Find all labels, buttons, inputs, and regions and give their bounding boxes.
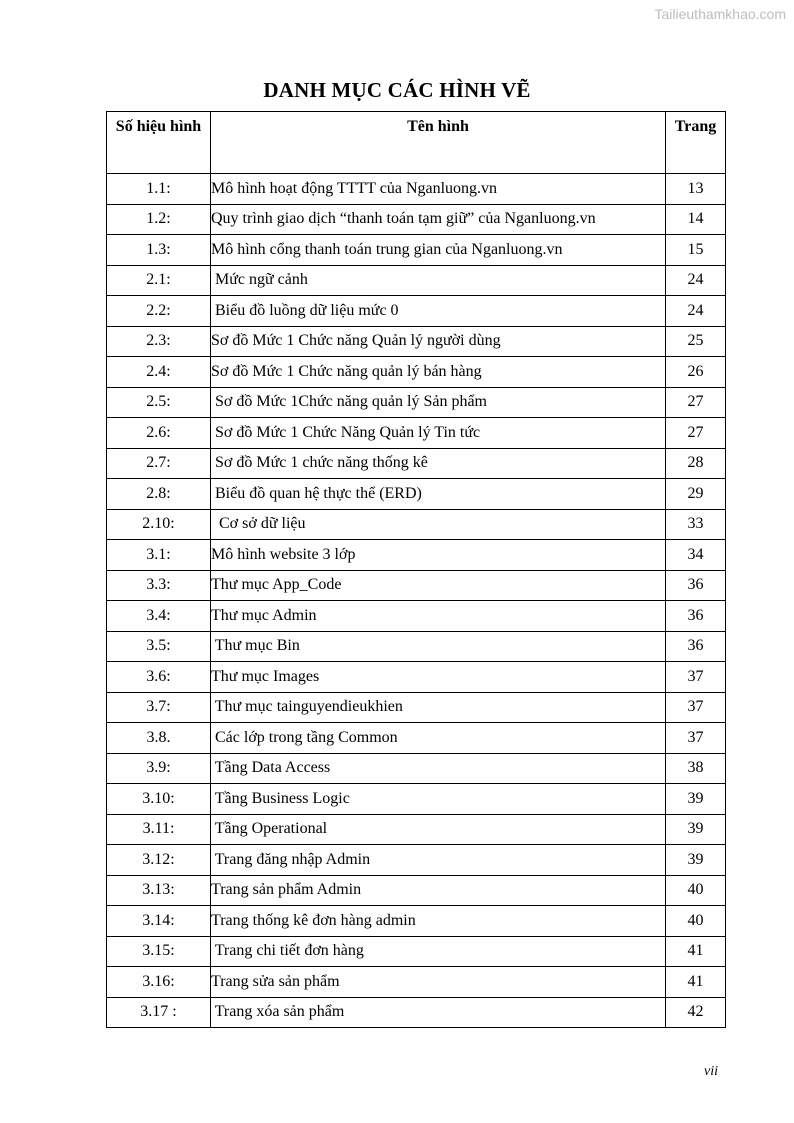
figure-number-cell: 3.11: [107,814,211,845]
figure-name-cell: Thư mục tainguyendieukhien [211,692,666,723]
figure-name-cell: Trang xóa sản phẩm [211,997,666,1028]
watermark: Tailieuthamkhao.com [654,6,786,22]
figure-number-cell: 3.6: [107,662,211,693]
table-row [107,448,726,479]
figure-page-cell: 15 [666,235,726,266]
figure-page-cell: 39 [666,845,726,876]
figure-name-cell: Mức ngữ cảnh [211,265,666,296]
figure-number-cell: 2.3: [107,326,211,357]
figure-number-cell: 3.4: [107,601,211,632]
figure-page-cell: 25 [666,326,726,357]
figure-number-cell: 1.2: [107,204,211,235]
figure-name-cell: Trang sản phẩm Admin [211,875,666,906]
table-row [107,845,726,876]
figure-page-cell: 36 [666,570,726,601]
table-row [107,997,726,1028]
header-name: Tên hình [211,112,666,174]
figure-page-cell: 24 [666,265,726,296]
figure-name-cell: Trang chi tiết đơn hàng [211,936,666,967]
page-number: vii [704,1064,718,1079]
figure-name-cell: Mô hình website 3 lớp [211,540,666,571]
table-row [107,479,726,510]
table-body [107,174,726,1028]
figure-name-cell: Sơ đồ Mức 1Chức năng quản lý Sản phẩm [211,387,666,418]
table-row [107,326,726,357]
table-row [107,601,726,632]
table-row [107,967,726,998]
figure-name-cell: Sơ đồ Mức 1 chức năng thống kê [211,448,666,479]
table-row [107,906,726,937]
figure-name-cell: Thư mục Admin [211,601,666,632]
header-page: Trang [666,112,726,174]
figure-number-cell: 3.7: [107,692,211,723]
figure-number-cell: 3.15: [107,936,211,967]
figure-page-cell: 36 [666,631,726,662]
figure-page-cell: 37 [666,662,726,693]
figure-name-cell: Tầng Operational [211,814,666,845]
figure-name-cell: Mô hình cổng thanh toán trung gian của Nganluong.vn [211,235,666,266]
figure-name-cell: Tầng Business Logic [211,784,666,815]
figure-number-cell: 2.1: [107,265,211,296]
figure-page-cell: 40 [666,875,726,906]
table-row [107,174,726,205]
table-row [107,570,726,601]
figure-name-cell: Biểu đồ luồng dữ liệu mức 0 [211,296,666,327]
figure-number-cell: 3.9: [107,753,211,784]
table-header-row [107,112,726,174]
figure-number-cell: 1.3: [107,235,211,266]
table-row [107,631,726,662]
figure-name-cell: Sơ đồ Mức 1 Chức Năng Quản lý Tin tức [211,418,666,449]
figure-page-cell: 28 [666,448,726,479]
figure-number-cell: 2.10: [107,509,211,540]
figure-number-cell: 3.17 : [107,997,211,1028]
table-row [107,509,726,540]
figure-number-cell: 2.5: [107,387,211,418]
table-row [107,540,726,571]
figure-name-cell: Sơ đồ Mức 1 Chức năng Quản lý người dùng [211,326,666,357]
figure-number-cell: 3.14: [107,906,211,937]
figure-page-cell: 37 [666,723,726,754]
figure-page-cell: 27 [666,418,726,449]
figure-page-cell: 39 [666,814,726,845]
figure-page-cell: 24 [666,296,726,327]
figure-name-cell: Tầng Data Access [211,753,666,784]
page-title: DANH MỤC CÁC HÌNH VẼ [263,78,531,102]
figure-number-cell: 3.5: [107,631,211,662]
figure-number-cell: 3.12: [107,845,211,876]
figure-number-cell: 1.1: [107,174,211,205]
table-row [107,723,726,754]
figure-number-cell: 2.2: [107,296,211,327]
figure-page-cell: 26 [666,357,726,388]
figure-number-cell: 3.1: [107,540,211,571]
figure-name-cell: Thư mục Images [211,662,666,693]
table-row [107,296,726,327]
figure-number-cell: 3.8. [107,723,211,754]
figure-number-cell: 3.13: [107,875,211,906]
figure-page-cell: 41 [666,936,726,967]
table-row [107,357,726,388]
table-row [107,936,726,967]
figure-name-cell: Trang đăng nhập Admin [211,845,666,876]
figure-number-cell: 3.3: [107,570,211,601]
table-row [107,662,726,693]
figure-name-cell: Các lớp trong tầng Common [211,723,666,754]
figure-name-cell: Sơ đồ Mức 1 Chức năng quản lý bán hàng [211,357,666,388]
figure-number-cell: 2.7: [107,448,211,479]
figure-page-cell: 40 [666,906,726,937]
figure-page-cell: 41 [666,967,726,998]
figure-name-cell: Mô hình hoạt động TTTT của Nganluong.vn [211,174,666,205]
figure-page-cell: 27 [666,387,726,418]
table-row [107,814,726,845]
figure-number-cell: 2.4: [107,357,211,388]
figure-page-cell: 39 [666,784,726,815]
table-row [107,387,726,418]
figure-page-cell: 29 [666,479,726,510]
figure-name-cell: Thư mục Bin [211,631,666,662]
figure-number-cell: 3.16: [107,967,211,998]
figure-page-cell: 13 [666,174,726,205]
figure-page-cell: 14 [666,204,726,235]
figure-name-cell: Biểu đồ quan hệ thực thể (ERD) [211,479,666,510]
table-row [107,265,726,296]
figure-page-cell: 42 [666,997,726,1028]
figure-page-cell: 33 [666,509,726,540]
figure-name-cell: Quy trình giao dịch “thanh toán tạm giữ” của Nganluong.vn [211,204,666,235]
table-row [107,753,726,784]
figure-number-cell: 2.6: [107,418,211,449]
figure-name-cell: Thư mục App_Code [211,570,666,601]
figure-list-table [106,111,726,1028]
figure-page-cell: 34 [666,540,726,571]
table-row [107,204,726,235]
figure-page-cell: 37 [666,692,726,723]
table-row [107,235,726,266]
figure-name-cell: Trang sửa sản phẩm [211,967,666,998]
figure-number-cell: 2.8: [107,479,211,510]
header-number: Số hiệu hình [107,112,211,174]
table-row [107,784,726,815]
figure-name-cell: Trang thống kê đơn hàng admin [211,906,666,937]
table-row [107,875,726,906]
table-row [107,692,726,723]
figure-page-cell: 38 [666,753,726,784]
table-row [107,418,726,449]
figure-number-cell: 3.10: [107,784,211,815]
figure-page-cell: 36 [666,601,726,632]
figure-name-cell: Cơ sở dữ liệu [211,509,666,540]
